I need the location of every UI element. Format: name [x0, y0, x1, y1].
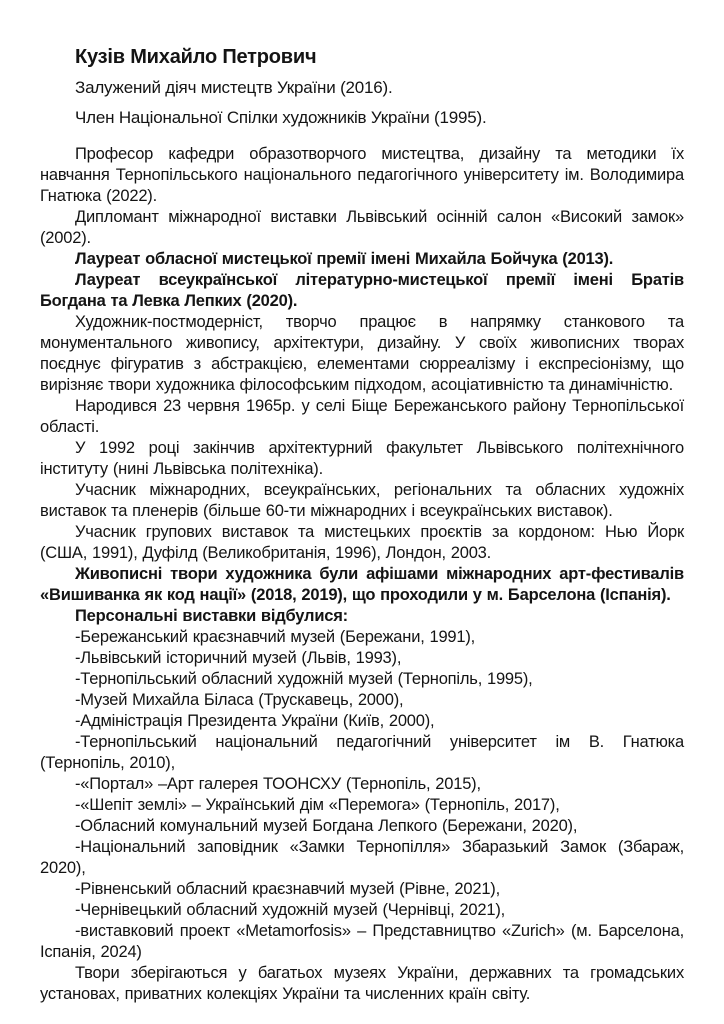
- exhibition-list-item: -Бережанський краєзнавчий музей (Бережани, 1991),: [75, 628, 476, 646]
- body-paragraph: Живописні твори художника були афішами міжнародних арт-фестивалів «Вишиванка як код нації» (2018, 2019), що проходили у м. Барселона (Іспанія).: [40, 565, 684, 604]
- credential-line-honored-artist: Залужений діяч мистецтв України (2016).: [75, 78, 393, 97]
- body-paragraph: Твори зберігаються у багатьох музеях України, державних та громадських установах, приватних колекціях України та численних країн світу.: [40, 964, 684, 1003]
- body-paragraph: Професор кафедри образотворчого мистецтва, дизайну та методики їх навчання Тернопільського національного педагогічного університету ім. Володимира Гнатюка (2022).: [40, 145, 684, 205]
- body-paragraph: Художник-постмодерніст, творчо працює в напрямку станкового та монументального живопису, архітектури, дизайну. У своїх живописних творах поєднує фігуратив з абстракцією, елементами сюрреалізму і експресіонізму, що вирізняє твори художника філософським підходом, асоціативністю та динамічністю.: [40, 313, 684, 394]
- exhibition-list-item: -Тернопільський національний педагогічний університет ім В. Гнатюка (Тернопіль, 2010),: [40, 733, 684, 772]
- body-paragraph: Учасник міжнародних, всеукраїнських, регіональних та обласних художніх виставок та пленерів (більше 60-ти міжнародних і всеукраїнських виставок).: [40, 481, 684, 520]
- exhibition-list-item: -Чернівецький обласний художній музей (Чернівці, 2021),: [75, 901, 506, 919]
- exhibition-list-item: -Музей Михайла Біласа (Трускавець, 2000),: [75, 691, 404, 709]
- exhibition-list-item: -виставковий проект «Metamorfosis» – Представництво «Zurich» (м. Барселона, Іспанія, 2024): [40, 922, 684, 961]
- body-paragraph: Народився 23 червня 1965р. у селі Біще Бережанського району Тернопільської області.: [40, 397, 684, 436]
- exhibition-list-item: -Тернопільський обласний художній музей (Тернопіль, 1995),: [75, 670, 533, 688]
- body-paragraph: Лауреат обласної мистецької премії імені Михайла Бойчука (2013).: [75, 250, 614, 268]
- exhibition-list-item: -Адміністрація Президента України (Київ, 2000),: [75, 712, 435, 730]
- document-body: [40, 144, 684, 1005]
- exhibition-list-item: -Львівський історичний музей (Львів, 1993),: [75, 649, 402, 667]
- exhibition-list-item: -Рівненський обласний краєзнавчий музей (Рівне, 2021),: [75, 880, 500, 898]
- document-content: [40, 46, 684, 1005]
- exhibition-list-item: -Національний заповідник «Замки Тернопілля» Збаразький Замок (Збараж, 2020),: [40, 838, 684, 877]
- page-title: Кузів Михайло Петрович: [75, 46, 317, 68]
- exhibition-list-item: -«Портал» –Арт галерея ТООНСХУ (Тернопіль, 2015),: [75, 775, 481, 793]
- exhibition-list-item: -Обласний комунальний музей Богдана Лепкого (Бережани, 2020),: [75, 817, 578, 835]
- body-paragraph: Учасник групових виставок та мистецьких проєктів за кордоном: Нью Йорк (США, 1991), Дуфілд (Великобританія, 1996), Лондон, 2003.: [40, 523, 684, 562]
- body-paragraph: Дипломант міжнародної виставки Львівський осінній салон «Високий замок» (2002).: [40, 208, 684, 247]
- credential-line-union-member: Член Національної Спілки художників України (1995).: [75, 108, 487, 127]
- exhibition-list-item: -«Шепіт землі» – Український дім «Перемога» (Тернопіль, 2017),: [75, 796, 560, 814]
- body-paragraph: Лауреат всеукраїнської літературно-мистецької премії імені Братів Богдана та Левка Лепких (2020).: [40, 271, 684, 310]
- body-paragraph: У 1992 році закінчив архітектурний факультет Львівського політехнічного інституту (нині Львівська політехніка).: [40, 439, 684, 478]
- body-paragraph: Персональні виставки відбулися:: [75, 607, 348, 625]
